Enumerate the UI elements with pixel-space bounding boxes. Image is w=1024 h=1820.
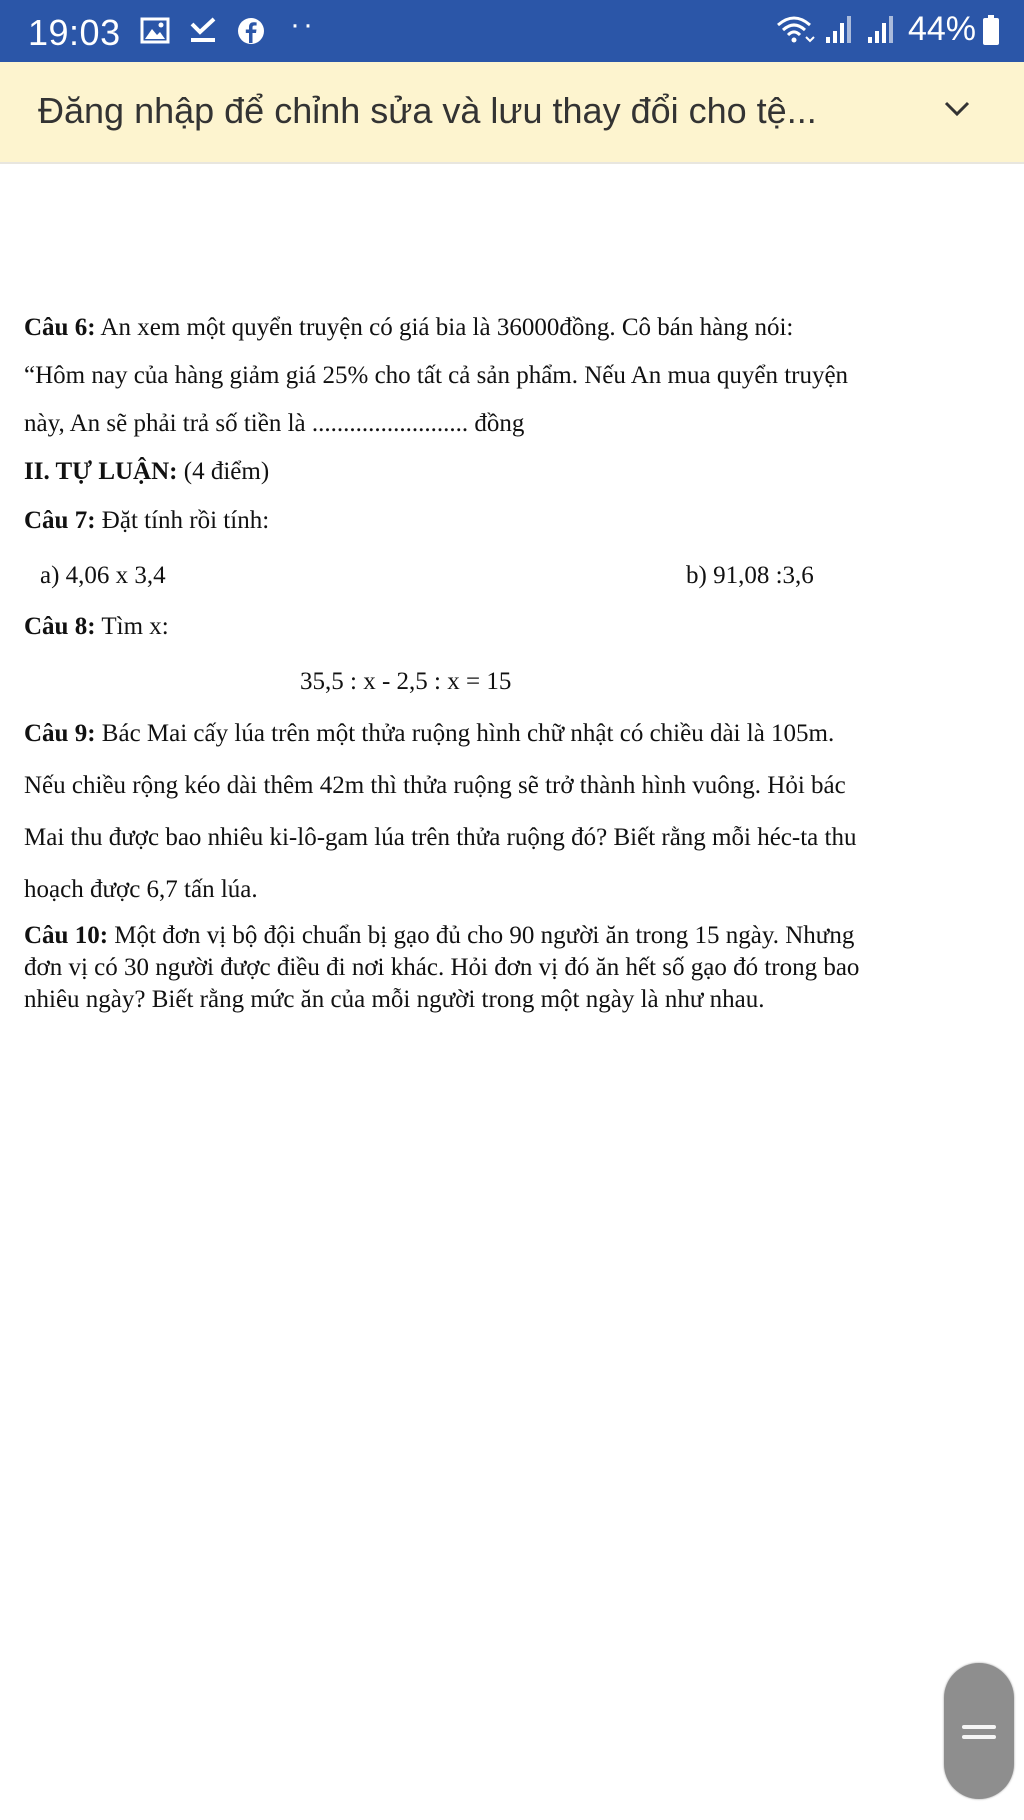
q6-label: Câu 6: [24, 314, 96, 341]
signal-icon-2 [866, 13, 902, 47]
q8-text: Tìm x: [101, 613, 169, 640]
q7-part-b: b) 91,08 :3,6 [686, 562, 814, 589]
q10-text-2: đơn vị có 30 người được điều đi nơi khác. Hỏi đơn vị đó ăn hết số gạo đó trong bao [24, 954, 860, 981]
q7-label: Câu 7: [24, 507, 96, 534]
q10-text-1: Một đơn vị bộ đội chuẩn bị gạo đủ cho 90 người ăn trong 15 ngày. Nhưng [114, 922, 855, 949]
q9-text-4: hoạch được 6,7 tấn lúa. [24, 876, 258, 903]
q10-label: Câu 10: [24, 922, 109, 949]
chevron-down-icon[interactable] [940, 92, 974, 126]
battery-percent: 44% [907, 10, 976, 48]
q6-text-1: An xem một quyển truyện có giá bia là 36000đồng. Cô bán hàng nói: [100, 314, 794, 341]
section-2-points: (4 điểm) [183, 458, 270, 485]
grip-line [962, 1735, 996, 1739]
status-time: 19:03 [28, 12, 121, 53]
q9-text-1: Bác Mai cấy lúa trên một thửa ruộng hình chữ nhật có chiều dài là 105m. [101, 720, 835, 747]
q9-text-3: Mai thu được bao nhiêu ki-lô-gam lúa trên thửa ruộng đó? Biết rằng mỗi héc-ta thu [24, 824, 857, 851]
battery-icon [982, 13, 1000, 47]
signal-icon [824, 13, 860, 47]
section-2-heading [24, 458, 269, 486]
section-2-title: II. TỰ LUẬN: [24, 458, 178, 485]
q10-text-3: nhiêu ngày? Biết rằng mức ăn của mỗi người trong một ngày là như nhau. [24, 986, 765, 1013]
q7-part-a: a) 4,06 x 3,4 [40, 562, 166, 589]
status-bar [0, 0, 1024, 62]
grip-line [962, 1725, 996, 1729]
q10-line-1 [24, 922, 854, 950]
q7-line [24, 507, 269, 535]
q8-equation: 35,5 : x - 2,5 : x = 15 [300, 668, 512, 695]
q9-label: Câu 9: [24, 720, 96, 747]
gallery-icon [140, 16, 170, 46]
q7-text: Đặt tính rồi tính: [101, 507, 270, 534]
q8-line [24, 613, 169, 641]
q6-text-2: “Hôm nay của hàng giảm giá 25% cho tất cả sản phẩm. Nếu An mua quyển truyện [24, 362, 849, 389]
q9-line-1 [24, 720, 834, 748]
scroll-handle[interactable] [944, 1663, 1014, 1799]
facebook-icon [236, 16, 266, 46]
q6-line-1 [24, 314, 1009, 342]
q8-label: Câu 8: [24, 613, 96, 640]
status-dots: ·· [290, 8, 316, 41]
q6-text-3: này, An sẽ phải trả số tiền là ......................... đồng [24, 410, 525, 437]
q9-text-2: Nếu chiều rộng kéo dài thêm 42m thì thửa ruộng sẽ trở thành hình vuông. Hỏi bác [24, 772, 846, 799]
wifi-icon [774, 13, 818, 47]
login-banner[interactable] [0, 62, 1024, 164]
download-icon [188, 16, 218, 46]
banner-text: Đăng nhập để chỉnh sửa và lưu thay đổi cho tệ... [38, 90, 817, 131]
status-right [774, 10, 1000, 49]
